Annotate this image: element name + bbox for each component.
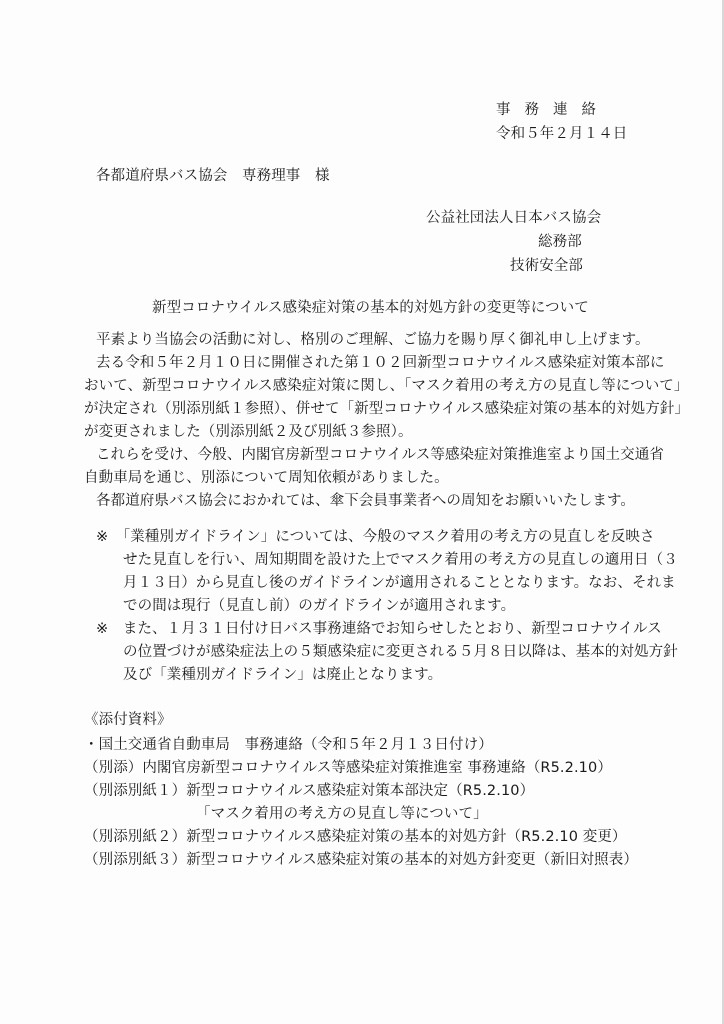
note-1-line-3: 月１３日）から見直し後のガイドラインが適用されることとなります。なお、それま bbox=[123, 575, 676, 591]
attachment-item-subtitle: 「マスク着用の考え方の見直し等について」 bbox=[196, 806, 488, 822]
body-paragraph-2-line-2: おいて、新型コロナウイルス感染症対策に関し、「マスク着用の考え方の見直し等について」 bbox=[84, 378, 689, 394]
body-paragraph-2-line-4: が変更されました（別添別紙２及び別紙３参照）。 bbox=[84, 424, 413, 440]
body-paragraph-3-line-2: 自動車局を通じ、別添について周知依頼がありました。 bbox=[84, 470, 449, 486]
body-paragraph-2-line-1: 去る令和５年２月１０日に開催された第１０２回新型コロナウイルス感染症対策本部に bbox=[96, 355, 665, 371]
body-paragraph-4: 各都道府県バス協会におかれては、傘下会員事業者への周知をお願いいたします。 bbox=[96, 493, 636, 509]
note-1-line-1: ※ 「業種別ガイドライン」については、今般のマスク着用の考え方の見直しを反映さ bbox=[96, 529, 655, 545]
attachment-item: （別添別紙２）新型コロナウイルス感染症対策の基本的対処方針（R5.2.10 変更） bbox=[84, 829, 627, 845]
attachment-item: （別添別紙３）新型コロナウイルス感染症対策の基本的対処方針変更（新旧対照表） bbox=[84, 852, 638, 868]
sender-organization: 公益社団法人日本バス協会 bbox=[426, 210, 602, 226]
body-paragraph-1: 平素より当協会の活動に対し、格別のご理解、ご協力を賜り厚く御礼申し上げます。 bbox=[96, 332, 650, 348]
sender-dept-general-affairs: 総務部 bbox=[538, 234, 582, 250]
doc-date: 令和５年２月１４日 bbox=[496, 126, 628, 142]
document-title: 新型コロナウイルス感染症対策の基本的対処方針の変更等について bbox=[152, 300, 589, 316]
body-paragraph-3-line-1: これらを受け、今般、内閣官房新型コロナウイルス等感染症対策推進室より国土交通省 bbox=[96, 447, 664, 463]
addressee: 各都道府県バス協会 専務理事 様 bbox=[96, 168, 330, 184]
attachment-item: （別添）内閣官房新型コロナウイルス等感染症対策推進室 事務連絡（R5.2.10） bbox=[84, 760, 612, 776]
note-2-line-1: ※ また、１月３１日付け日バス事務連絡でお知らせしたとおり、新型コロナウイルス bbox=[96, 621, 662, 637]
sender-dept-technical-safety: 技術安全部 bbox=[510, 258, 583, 274]
attachments-heading: 《添付資料》 bbox=[84, 712, 172, 728]
attachment-item: （別添別紙１）新型コロナウイルス感染症対策本部決定（R5.2.10） bbox=[84, 783, 535, 799]
note-2-line-2: の位置づけが感染症法上の５類感染症に変更される５月８日以降は、基本的対処方針 bbox=[123, 644, 678, 660]
note-2-line-3: 及び「業種別ガイドライン」は廃止となります。 bbox=[123, 667, 443, 683]
note-1-line-2: せた見直しを行い、周知期間を設けた上でマスク着用の考え方の見直しの適用日（３ bbox=[123, 552, 678, 568]
body-paragraph-2-line-3: が決定され（別添別紙１参照）、併せて「新型コロナウイルス感染症対策の基本的対処方針」 bbox=[84, 401, 690, 417]
note-1-line-4: での間は現行（見直し前）のガイドラインが適用されます。 bbox=[123, 598, 516, 614]
doc-type: 事務連絡 bbox=[496, 102, 610, 118]
attachment-item: ・国土交通省自動車局 事務連絡（令和５年２月１３日付け） bbox=[84, 737, 493, 753]
